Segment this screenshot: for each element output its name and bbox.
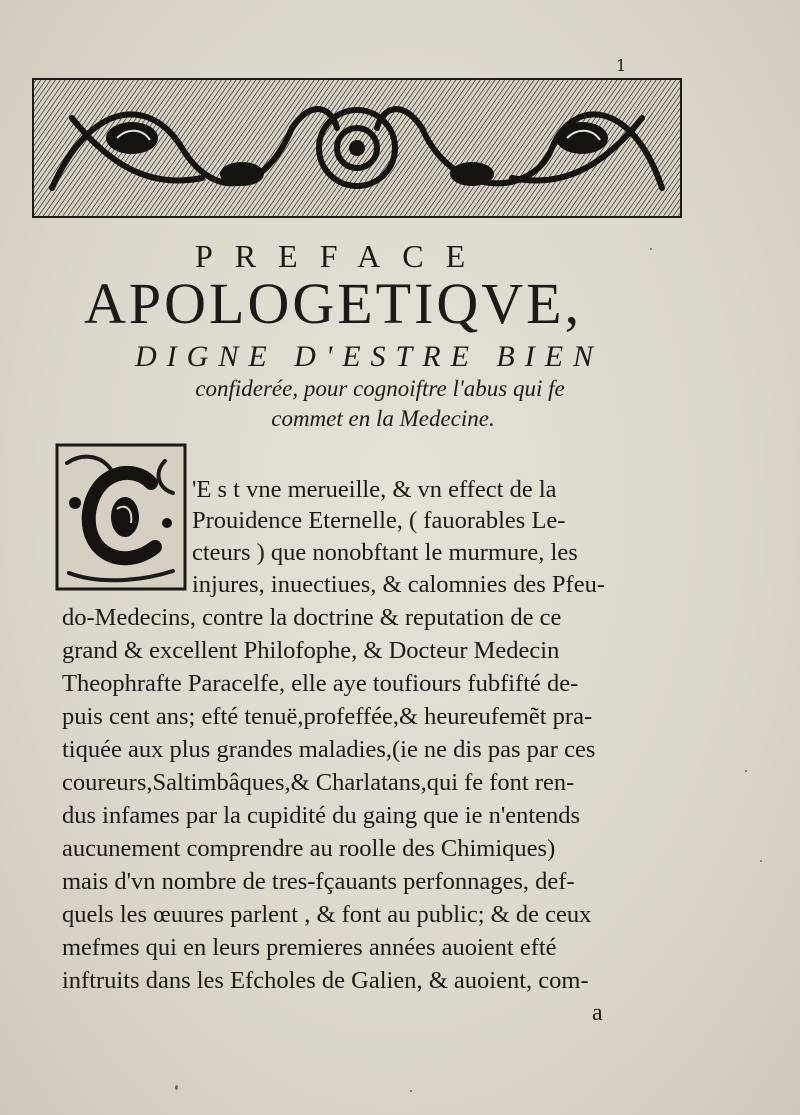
body-line: dus infames par la cupidité du gaing que ie n'entends — [62, 802, 581, 829]
body-line: mefmes qui en leurs premieres années auoient efté — [62, 934, 557, 961]
body-line: cteurs ) que nonobftant le murmure, les — [192, 539, 578, 566]
subtitle-line-1: DIGNE D'ESTRE BIEN — [135, 340, 604, 373]
body-line: injures, inuectiues, & calomnies des Pfeu- — [192, 571, 605, 598]
body-line: Theophrafte Paracelfe, elle aye toufiours fubfifté de- — [62, 670, 579, 697]
body-line: quels les œuures parlent , & font au public; & de ceux — [62, 901, 592, 928]
subtitle-line-3: commet en la Medecine. — [271, 406, 495, 431]
body-line: 'E s t vne merueille, & vn effect de la — [192, 476, 557, 503]
body-line: tiquée aux plus grandes maladies,(ie ne dis pas par ces — [62, 736, 596, 763]
body-line: aucunement comprendre au roolle des Chimiques) — [62, 835, 556, 862]
body-line: coureurs,Saltimbâques,& Charlatans,qui fe font ren- — [62, 769, 575, 796]
body-line: grand & excellent Philofophe, & Docteur Medecin — [62, 637, 560, 664]
subtitle-line-2: confiderée, pour cognoiftre l'abus qui fe — [195, 376, 565, 401]
body-line: do-Medecins, contre la doctrine & reputation de ce — [62, 604, 562, 631]
body-line: inftruits dans les Efcholes de Galien, & auoient, com- — [62, 967, 589, 994]
catchword: a — [592, 1000, 603, 1026]
body-line: puis cent ans; efté tenuë,profeffée,& heureufemẽt pra- — [62, 703, 593, 730]
main-title: APOLOGETIQVE, — [84, 271, 583, 336]
preface-heading: PREFACE — [195, 238, 488, 274]
body-line: mais d'vn nombre de tres-fçauants perfonnages, def- — [62, 868, 575, 895]
page-number: 1 — [616, 56, 627, 75]
body-line: Prouidence Eternelle, ( fauorables Le- — [192, 507, 566, 534]
